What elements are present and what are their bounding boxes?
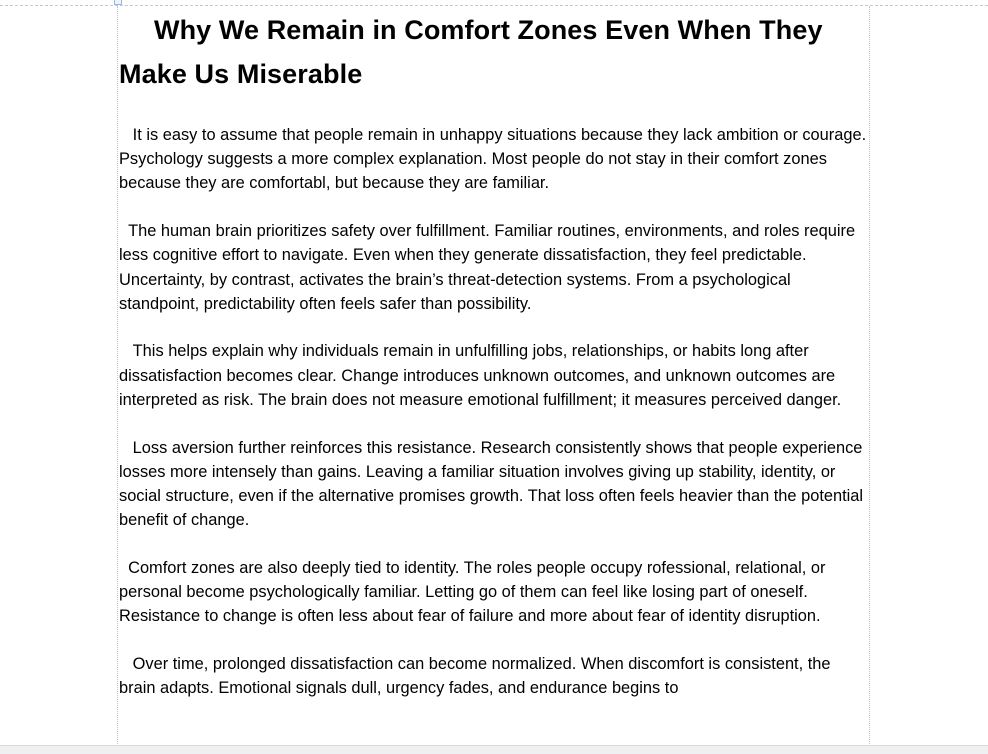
document-body[interactable] — [119, 8, 869, 700]
paragraph-3[interactable]: This helps explain why individuals remain in unfulfilling jobs, relationships, or habits long after dissatisfaction becomes clear. Change introduces unknown outcomes, and unknown outcomes are interpreted as risk. The brain does not measure emotional fulfillment; it measures perceived danger. — [119, 342, 842, 409]
empty-line — [119, 316, 869, 340]
paragraph-6[interactable]: Over time, prolonged dissatisfaction can become normalized. When discomfort is consistent, the brain adapts. Emotional signals dull, urgency fades, and endurance begins to — [119, 654, 836, 698]
empty-line — [119, 532, 869, 556]
left-text-boundary — [117, 6, 118, 754]
cursor-marker — [114, 0, 122, 5]
paragraph-1[interactable]: It is easy to assume that people remain in unhappy situations because they lack ambition or courage. Psychology suggests a more complex explanation. Most people do not stay in their comfort zones because they are comfortabl, but because they are familiar. — [119, 126, 871, 193]
empty-line — [119, 628, 869, 652]
right-text-boundary — [869, 6, 870, 754]
document-title[interactable]: Why We Remain in Comfort Zones Even When They Make Us Miserable — [119, 15, 823, 89]
paragraph-5[interactable]: Comfort zones are also deeply tied to identity. The roles people occupy rofessional, relational, or personal become psychologically familiar. Letting go of them can feel like losing part of oneself. Resistance to change is often less about fear of failure and more about fear of identity disruption. — [119, 558, 830, 626]
paragraph-2[interactable]: The human brain prioritizes safety over fulfillment. Familiar routines, environments, and roles require less cognitive effort to navigate. Even when they generate dissatisfaction, they feel predictable. Uncertainty, by contrast, activates the brain’s threat-detection systems. From a psychological standpoint, predictability often feels safer than possibility. — [119, 222, 860, 313]
top-page-boundary — [0, 5, 988, 6]
paragraph-4[interactable]: Loss aversion further reinforces this resistance. Research consistently shows that people experience losses more intensely than gains. Leaving a familiar situation involves giving up stability, identity, or social structure, even if the alternative promises growth. That loss often feels heavier than the potential benefit of change. — [119, 438, 868, 530]
horizontal-scrollbar-area[interactable] — [0, 745, 988, 754]
empty-line — [119, 96, 869, 123]
empty-line — [119, 196, 869, 220]
empty-line — [119, 412, 869, 436]
